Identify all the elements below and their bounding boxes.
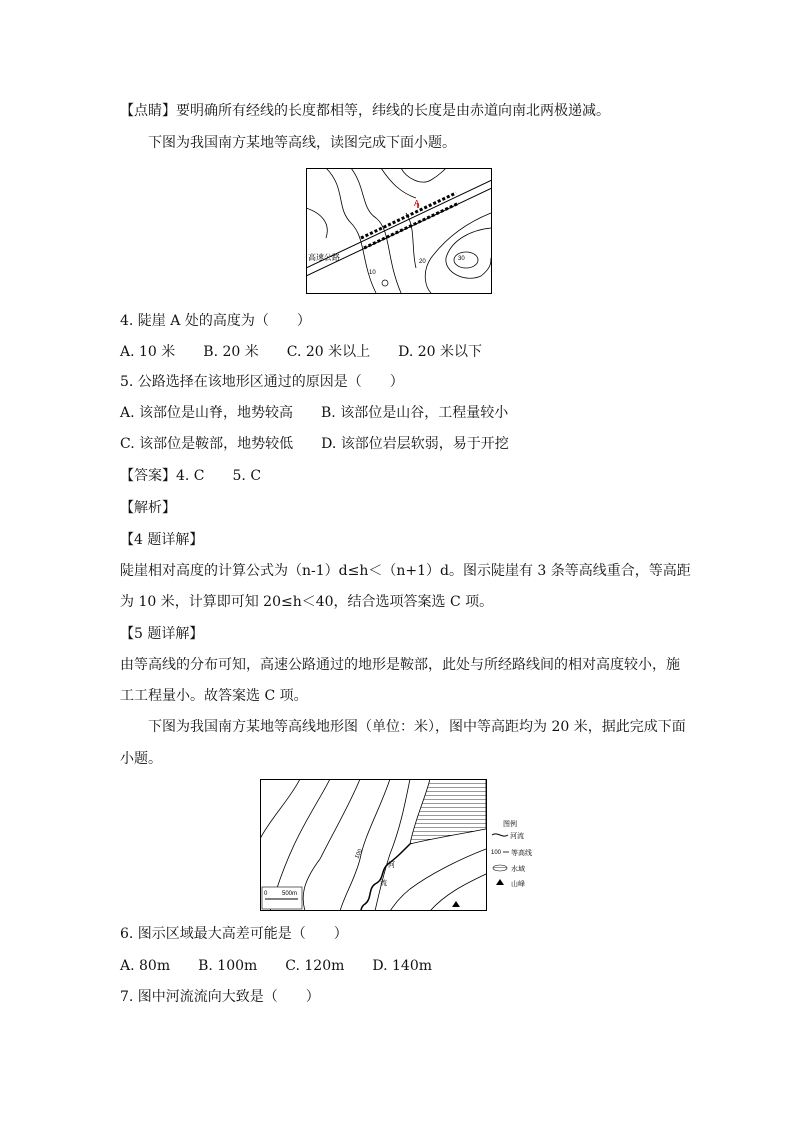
q4-detail-line-1: 陡崖相对高度的计算公式为（n-1）d≤h＜（n+1）d。图示陡崖有 3 条等高线重合，等高距 [120, 563, 691, 579]
highway-label: 高速公路 [308, 253, 340, 262]
contour-20-label: 20 [419, 259, 426, 265]
question-5-options-cd: C. 该部位是鞍部，地势较低 D. 该部位岩层软弱，易于开挖 [120, 436, 509, 452]
contour-map-river [260, 779, 535, 911]
answer-line: 【答案】4. C 5. C [120, 468, 262, 484]
question-6-options: A. 80m B. 100m C. 120m D. 140m [120, 958, 433, 974]
question-6: 6. 图示区域最大高差可能是（ ） [120, 926, 348, 942]
analysis-heading: 【解析】 [120, 500, 176, 516]
contour-map-highway [306, 168, 492, 294]
legend-title: 图例 [503, 821, 517, 828]
tip-paragraph: 【点睛】要明确所有经线的长度都相等，纬线的长度是由赤道向南北两极递减。 [120, 103, 610, 119]
intro-text-1: 下图为我国南方某地等高线，读图完成下面小题。 [148, 135, 456, 151]
question-7: 7. 图中河流流向大致是（ ） [120, 989, 320, 1005]
question-4: 4. 陡崖 A 处的高度为（ ） [120, 313, 311, 329]
scale-label: 500m [282, 891, 298, 897]
question-5: 5. 公路选择在该地形区通过的原因是（ ） [120, 374, 404, 390]
legend-contour-prefix: 100 [491, 850, 502, 856]
q5-detail-line-1: 由等高线的分布可知，高速公路通过的地形是鞍部，此处与所经路线间的相对高度较小，施 [120, 657, 680, 673]
legend-contour: 等高线 [511, 850, 532, 857]
scale-zero: 0 [264, 891, 268, 897]
q4-detail-line-2: 为 10 米，计算即可知 20≤h＜40，结合选项答案选 C 项。 [120, 594, 494, 610]
contour-100-label: 100 [354, 848, 365, 860]
q5-detail-heading: 【5 题详解】 [120, 626, 204, 642]
contour-10-label: 10 [369, 270, 376, 276]
q4-detail-heading: 【4 题详解】 [120, 532, 204, 548]
legend-water: 水域 [511, 866, 525, 873]
legend-peak: 山峰 [511, 881, 525, 888]
intro-text-2-cont: 小题。 [120, 751, 162, 767]
question-4-options: A. 10 米 B. 20 米 C. 20 米以上 D. 20 米以下 [120, 344, 482, 360]
q5-detail-line-2: 工工程量小。故答案选 C 项。 [120, 688, 308, 704]
contour-30-label: 30 [458, 256, 465, 262]
river-label-2: 流 [380, 880, 387, 887]
point-a-label: A [414, 199, 420, 208]
river-label-1: 河 [388, 862, 395, 869]
question-5-options-ab: A. 该部位是山脊，地势较高 B. 该部位是山谷，工程量较小 [120, 405, 509, 421]
legend-river: 河流 [510, 833, 524, 840]
intro-text-2: 下图为我国南方某地等高线地形图（单位：米），图中等高距均为 20 米，据此完成下面 [148, 719, 686, 735]
